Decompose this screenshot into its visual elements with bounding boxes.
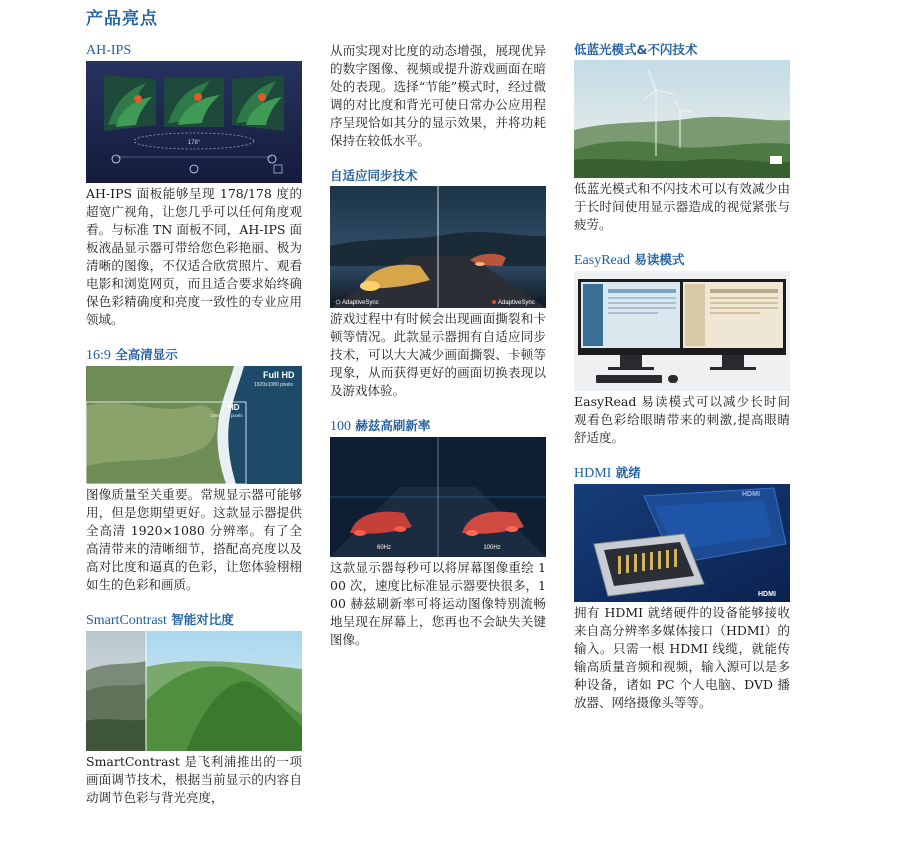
fullhd-label: Full HD <box>263 370 295 380</box>
hd-sub: 1366x768 pixels <box>210 413 243 418</box>
hd-label: HD <box>228 403 240 412</box>
refresh-body: 这款显示器每秒可以将屏幕图像重绘 100 次，速度比标准显示器要快很多，100 赫兹刷新率可将运动图像特别流畅地呈现在屏幕上，您再也不会缺失关键图像。 <box>330 560 546 647</box>
section-title-ahips: AH-IPS <box>86 43 132 58</box>
smartcontrast-body: SmartContrast 是飞利浦推出的一项画面调节技术，根据当前显示的内容自动调节色彩与背光亮度， <box>86 754 302 805</box>
refresh-label-left: 60Hz <box>376 545 392 551</box>
smartcontrast-image <box>86 631 302 751</box>
ahips-image <box>86 61 302 183</box>
lowblue-image <box>574 60 790 178</box>
section-title-smartcontrast: SmartContrast 智能对比度 <box>86 612 234 628</box>
fullhd-sub: 1920x1080 pixels <box>254 382 293 388</box>
adaptive-image <box>330 186 546 308</box>
hdmi-cable-label: HDMI <box>742 491 760 498</box>
ips-screen-left <box>104 75 156 131</box>
lowblue-logo-icon <box>770 156 782 164</box>
section-title-refresh: 100 赫兹高刷新率 <box>330 418 431 434</box>
lowblue-body: 低蓝光模式和不闪技术可以有效减少由于长时间使用显示器造成的视觉紧张与疲劳。 <box>574 181 790 232</box>
section-title-adaptive: 自适应同步技术 <box>330 168 418 183</box>
easyread-body: EasyRead 易读模式可以减少长时间观看色彩给眼睛带来的刺激,提高眼睛舒适度。 <box>574 394 790 445</box>
refresh-image <box>330 437 546 557</box>
section-title-lowblue: 低蓝光模式&不闪技术 <box>574 42 698 57</box>
section-title-easyread: EasyRead 易读模式 <box>574 252 685 268</box>
section-title-fullhd: 16:9 全高清显示 <box>86 347 178 363</box>
ahips-body: AH-IPS 面板能够呈现 178/178 度的超宽广视角，让您几乎可以任何角度观看。与标准 TN 面板不同，AH-IPS 面板液晶显示器可带给您色彩艳丽、极为清晰的图像，不仅适合欣赏照片、观看电影和浏览网页，而且适合要求始终确保色彩精确度和亮度一致性的专业应用领域。 <box>86 186 302 327</box>
section-title-hdmi: HDMI 就绪 <box>574 465 641 481</box>
adaptive-label-right: AdaptiveSync <box>498 300 535 306</box>
adaptive-on-icon <box>492 300 496 304</box>
adaptive-label-left: AdaptiveSync <box>342 300 379 306</box>
ips-screen-center <box>164 77 224 127</box>
column-1 <box>86 42 302 807</box>
mouse-icon <box>668 375 678 383</box>
smartcontrast-continued: 从而实现对比度的动态增强，展现优异的数字图像、视频或提升游戏画面在暗处的表现。选择“节能”模式时，经过微调的对比度和背光可使日常办公应用程序呈现恰如其分的显示效果，并将功耗保持在较低水平。 <box>330 43 546 148</box>
angle-label: 178° <box>187 140 201 146</box>
hdmi-body: 拥有 HDMI 就绪硬件的设备能够接收来自高分辨率多媒体接口（HDMI）的输入。只需一根 HDMI 线缆，就能传输高质量音频和视频，输入源可以是多种设备，诸如 PC 个人电脑、DVD 播放器、网络摄像头等等。 <box>574 605 790 710</box>
fullhd-image <box>86 366 302 484</box>
hdmi-logo-label: HDMI <box>758 591 776 598</box>
ips-screen-right <box>232 75 284 131</box>
hdmi-image <box>574 484 790 602</box>
column-3 <box>574 42 790 712</box>
fullhd-body: 图像质量至关重要。常规显示器可能够用，但是您期望更好。这款显示器提供全高清 1920×1080 分辨率。有了全高清带来的清晰细节，搭配高亮度以及高对比度和逼真的色彩，让您体验栩栩如生的色彩和画质。 <box>86 487 302 592</box>
easyread-image <box>574 271 790 391</box>
page-title: 产品亮点 <box>86 9 158 29</box>
column-2 <box>330 42 546 649</box>
keyboard-icon <box>596 375 662 383</box>
adaptive-body: 游戏过程中有时候会出现画面撕裂和卡顿等情况。此款显示器拥有自适应同步技术，可以大大减少画面撕裂、卡顿等现象，从而获得更好的画面切换表现以及游戏体验。 <box>330 311 546 398</box>
refresh-label-right: 100Hz <box>483 545 501 551</box>
